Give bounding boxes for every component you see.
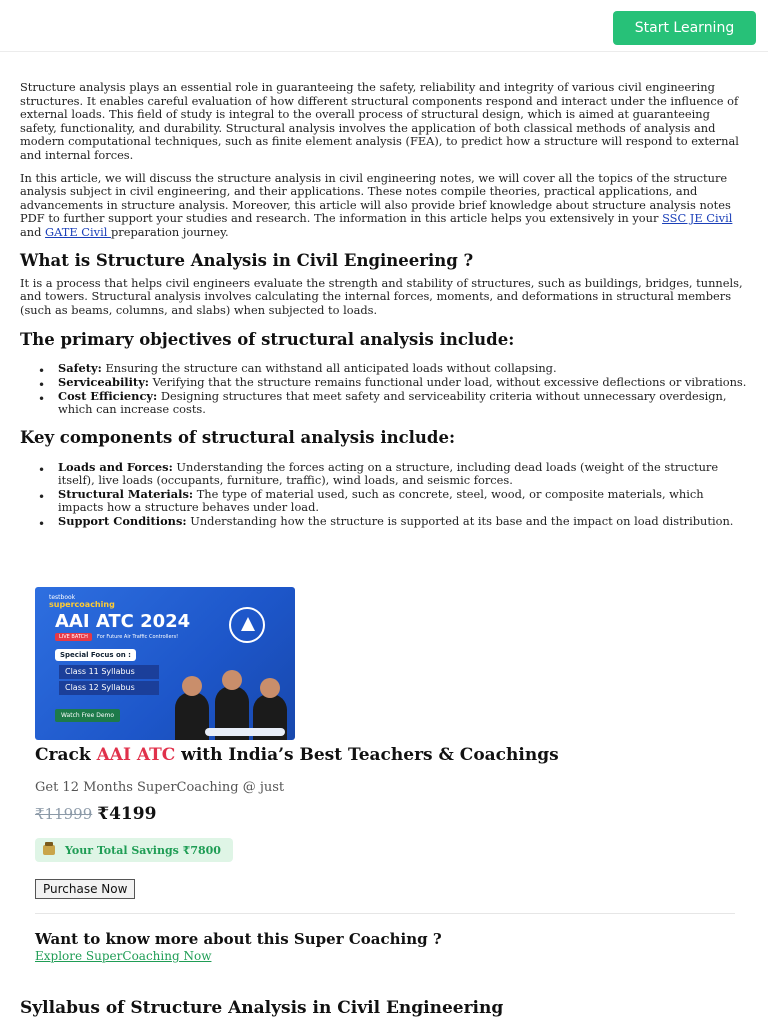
list-item (58, 376, 748, 390)
heading-primary-objectives: The primary objectives of structural analysis include: (20, 330, 515, 350)
live-batch-subtitle: For Future Air Traffic Controllers! (97, 634, 179, 640)
list-item-term: Safety: (58, 361, 102, 376)
list-item-term: Support Conditions: (58, 514, 187, 529)
intro-paragraph-2-tail: preparation journey. (110, 224, 229, 239)
list-item-desc: Understanding the forces acting on a structure, including dead loads (weight of the structure itself), live loads (occupants, furniture, traffic), wind loads, and seismic forces. (58, 459, 719, 488)
heading-what-is: What is Structure Analysis in Civil Engineering ? (20, 250, 474, 270)
list-item-desc: Verifying that the structure remains functional under load, without excessive deflections or vibrations. (149, 374, 747, 389)
list-item-term: Serviceability: (58, 374, 150, 389)
teacher-figure (175, 692, 209, 740)
list-item (58, 515, 748, 529)
heading-syllabus: Syllabus of Structure Analysis in Civil Engineering (20, 998, 504, 1018)
savings-text: Your Total Savings ₹7800 (65, 843, 221, 857)
intro-paragraph-2-text: In this article, we will discuss the structure analysis in civil engineering notes, we will cover all the topics of the structure analysis subject in civil engineering, and their applications. These notes compile theories, practical applications, and advancements in structure analysis. Moreover, this article will also provide brief knowledge about structure analysis notes PDF to further support your studies and research. The information in this article helps you extensively in your (20, 170, 731, 226)
class-11-syllabus-tag: Class 11 Syllabus (59, 665, 159, 679)
special-focus-label: Special Focus on : (55, 649, 136, 661)
purchase-now-button[interactable]: Purchase Now (35, 879, 135, 899)
new-price: ₹4199 (97, 804, 157, 824)
banner-brand (49, 594, 115, 609)
objectives-list (20, 362, 748, 416)
watch-free-demo-tag: Watch Free Demo (55, 709, 120, 722)
list-item-desc: Ensuring the structure can withstand all anticipated loads without collapsing. (101, 361, 557, 376)
list-item (58, 390, 748, 417)
banner-title: AAI ATC 2024 (55, 611, 191, 632)
list-item-desc: The type of material used, such as concrete, steel, wood, or composite materials, which impacts how a structure behaves under load. (58, 486, 704, 515)
list-item-term: Cost Efficiency: (58, 388, 158, 403)
aai-atc-banner[interactable] (35, 587, 295, 740)
list-item-desc: Understanding how the structure is supported at its base and the impact on load distribution. (186, 514, 734, 529)
and-text: and (20, 224, 46, 239)
article-body (20, 81, 748, 529)
intro-paragraph-2 (20, 172, 748, 240)
wallet-icon (43, 845, 55, 855)
list-item-term: Structural Materials: (58, 486, 194, 501)
savings-badge (35, 838, 233, 862)
class-12-syllabus-tag: Class 12 Syllabus (59, 681, 159, 695)
gate-civil-link[interactable]: GATE Civil (45, 224, 111, 239)
list-item (58, 488, 748, 515)
list-item-term: Loads and Forces: (58, 459, 173, 474)
what-is-paragraph: It is a process that helps civil engineers evaluate the strength and stability of structures, such as buildings, bridges, tunnels, and towers. Structural analysis involves calculating the internal forces, moments, and deformations in structural members (such as beams, columns, and slabs) when subjected to loads. (20, 275, 743, 317)
list-item (58, 461, 748, 488)
airplane-icon (205, 728, 285, 736)
headline-pre: Crack (35, 745, 97, 765)
components-list (20, 461, 748, 529)
promo-subline: Get 12 Months SuperCoaching @ just (35, 780, 285, 795)
divider (35, 913, 735, 914)
promo-headline (35, 745, 735, 765)
want-more-heading: Want to know more about this Super Coaching ? (35, 930, 442, 948)
explore-supercoaching-link[interactable]: Explore SuperCoaching Now (35, 949, 212, 963)
live-batch-badge: LIVE BATCH (55, 633, 92, 641)
aai-emblem-icon (229, 607, 265, 643)
headline-post: with India’s Best Teachers & Coachings (175, 745, 559, 765)
old-price: ₹11999 (35, 805, 93, 823)
list-item-desc: Designing structures that meet safety and serviceability criteria without unnecessary overdesign, which can increase costs. (58, 388, 727, 417)
ssc-je-civil-link[interactable]: SSC JE Civil (662, 211, 733, 226)
top-bar (0, 0, 768, 52)
brand-main: supercoaching (49, 600, 115, 609)
intro-paragraph-1: Structure analysis plays an essential role in guaranteeing the safety, reliability and integrity of various civil engineering structures. It enables careful evaluation of how different structural components respond and interact under the influence of external loads. This field of study is integral to the overall process of structural design, which is aimed at guaranteeing safety, functionality, and durability. Structural analysis involves the application of both classical methods of analysis and modern computational techniques, such as finite element analysis (FEA), to predict how a structure will respond to external and internal forces. (20, 80, 739, 162)
headline-highlight: AAI ATC (96, 745, 176, 765)
supercoaching-promo (35, 587, 735, 963)
brand-top: testbook (49, 594, 76, 601)
start-learning-button[interactable]: Start Learning (613, 11, 756, 45)
heading-key-components: Key components of structural analysis include: (20, 427, 456, 447)
list-item (58, 362, 748, 376)
price-row (35, 804, 735, 824)
